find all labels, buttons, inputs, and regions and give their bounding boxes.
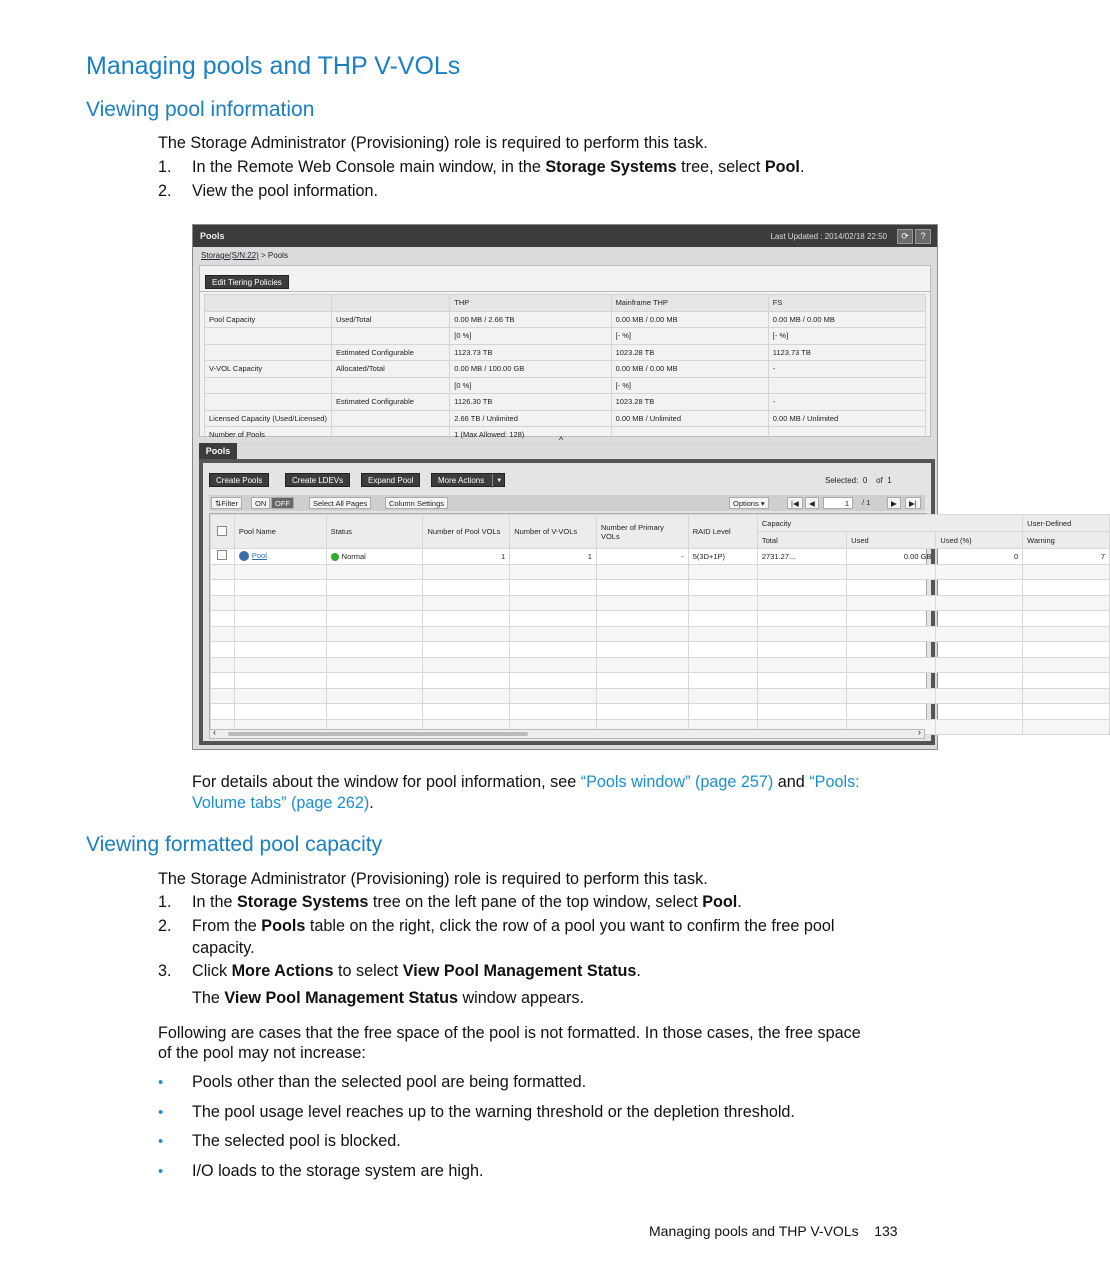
- table-row: [211, 642, 1110, 658]
- table-cell: [510, 657, 597, 673]
- table-cell: 5(3D+1P): [688, 549, 757, 565]
- section-heading-viewing-formatted-pool-capacity: Viewing formatted pool capacity: [86, 833, 383, 856]
- summary-panel: [199, 291, 931, 440]
- summary-cell: 1123.73 TB: [450, 344, 611, 361]
- summary-cell: [331, 377, 449, 394]
- step-text: View the pool information.: [192, 182, 378, 200]
- summary-cell: [0 %]: [450, 377, 611, 394]
- table-row: [211, 626, 1110, 642]
- table-cell: [688, 611, 757, 627]
- table-cell: [423, 642, 510, 658]
- step-number: 2.: [158, 917, 172, 935]
- summary-cell: 1023.28 TB: [611, 344, 768, 361]
- table-cell: [510, 564, 597, 580]
- column-header[interactable]: Capacity: [757, 515, 1022, 532]
- table-cell: [847, 626, 936, 642]
- table-cell: 1: [423, 549, 510, 565]
- table-cell: [596, 642, 688, 658]
- create-ldevs-button[interactable]: Create LDEVs: [285, 473, 350, 487]
- table-cell: [234, 704, 326, 720]
- table-cell: [211, 611, 235, 627]
- table-cell: [211, 580, 235, 596]
- filter-off-toggle[interactable]: OFF: [271, 497, 294, 509]
- summary-header-cell: FS: [768, 295, 925, 312]
- table-cell: [510, 704, 597, 720]
- row-checkbox[interactable]: [211, 549, 235, 565]
- table-cell: [234, 564, 326, 580]
- table-cell: 7: [1023, 549, 1110, 565]
- summary-cell: 1123.73 TB: [768, 344, 925, 361]
- pools-volume-tabs-link[interactable]: “Pools:: [809, 773, 860, 791]
- table-cell: [688, 673, 757, 689]
- table-cell: [596, 564, 688, 580]
- summary-cell: [- %]: [768, 328, 925, 345]
- table-cell: [757, 673, 846, 689]
- select-all-pages-button[interactable]: Select All Pages: [309, 497, 371, 509]
- table-row: [211, 704, 1110, 720]
- window-title-bar: [193, 225, 937, 247]
- table-cell: [596, 611, 688, 627]
- summary-cell: Used/Total: [331, 311, 449, 328]
- table-row[interactable]: [211, 549, 1110, 565]
- table-cell: [423, 580, 510, 596]
- table-row: [211, 580, 1110, 596]
- pools-window-link[interactable]: “Pools window” (page 257): [580, 773, 774, 791]
- summary-row: [205, 394, 926, 411]
- scroll-right-icon[interactable]: ›: [918, 727, 921, 737]
- table-cell: [326, 580, 423, 596]
- filter-button[interactable]: ⇅Filter: [211, 497, 242, 509]
- table-cell: [234, 611, 326, 627]
- pools-table: [210, 514, 1110, 735]
- list-item: Pools other than the selected pool are being formatted.: [192, 1073, 587, 1091]
- table-cell: [423, 595, 510, 611]
- table-cell: [211, 642, 235, 658]
- list-item: The selected pool is blocked.: [192, 1132, 401, 1150]
- table-cell: [936, 673, 1023, 689]
- summary-cell: [205, 377, 332, 394]
- bullet-icon: •: [158, 1133, 164, 1150]
- table-row: [211, 688, 1110, 704]
- summary-header-row: [205, 295, 926, 312]
- summary-cell: 0.00 MB / 0.00 MB: [611, 311, 768, 328]
- table-cell: [510, 688, 597, 704]
- table-cell: [596, 657, 688, 673]
- table-cell: [211, 595, 235, 611]
- table-cell: [211, 688, 235, 704]
- page-total: / 1: [862, 498, 871, 507]
- table-cell: [326, 704, 423, 720]
- step-number: 1.: [158, 158, 172, 176]
- summary-cell: 0.00 MB / 0.00 MB: [611, 361, 768, 378]
- last-updated: Last Updated : 2014/02/18 22:50: [770, 232, 887, 241]
- table-cell: [326, 657, 423, 673]
- table-cell: [326, 564, 423, 580]
- column-header[interactable]: Used (%): [936, 532, 1023, 549]
- summary-cell: [205, 394, 332, 411]
- table-cell: [1023, 673, 1110, 689]
- scrollbar-thumb[interactable]: [228, 732, 528, 736]
- pools-grid: [209, 513, 1105, 731]
- summary-cell: 2.66 TB / Unlimited: [450, 410, 611, 427]
- summary-cell: 0.00 MB / Unlimited: [611, 410, 768, 427]
- summary-cell: Licensed Capacity (Used/Licensed): [205, 410, 332, 427]
- table-cell: [211, 704, 235, 720]
- table-cell: [423, 626, 510, 642]
- table-cell: [757, 580, 846, 596]
- summary-cell: [611, 427, 768, 444]
- summary-cell: Estimated Configurable: [331, 344, 449, 361]
- table-cell: [211, 657, 235, 673]
- table-cell: [936, 595, 1023, 611]
- column-header[interactable]: Number of Pool VOLs: [423, 515, 510, 549]
- last-page-button[interactable]: ▶|: [905, 497, 921, 509]
- list-item: I/O loads to the storage system are high.: [192, 1162, 484, 1180]
- summary-cell: [331, 427, 449, 444]
- table-cell: [211, 626, 235, 642]
- first-page-button[interactable]: |◀: [787, 497, 803, 509]
- table-cell: [847, 564, 936, 580]
- edit-tiering-policies-button[interactable]: Edit Tiering Policies: [205, 275, 289, 289]
- table-cell: [1023, 611, 1110, 627]
- select-all-checkbox[interactable]: [211, 515, 235, 549]
- summary-cell: -: [768, 394, 925, 411]
- table-cell: [1023, 564, 1110, 580]
- refresh-icon[interactable]: ⟳: [897, 229, 913, 244]
- table-cell: [423, 564, 510, 580]
- table-cell: [1023, 657, 1110, 673]
- chevron-down-icon: ▼: [492, 474, 502, 488]
- column-header[interactable]: User-Defined: [1023, 515, 1110, 532]
- table-cell: [688, 688, 757, 704]
- table-cell: [326, 642, 423, 658]
- table-cell: [757, 595, 846, 611]
- step-text: In the Storage Systems tree on the left pane of the top window, select Pool.: [192, 893, 742, 911]
- table-cell: [423, 704, 510, 720]
- summary-cell: -: [768, 361, 925, 378]
- summary-header-cell: [331, 295, 449, 312]
- summary-cell: Pool Capacity: [205, 311, 332, 328]
- paragraph-text: Following are cases that the free space of the pool is not formatted. In those cases, the free space: [158, 1024, 861, 1042]
- summary-cell: V-VOL Capacity: [205, 361, 332, 378]
- tab-pools[interactable]: Pools: [199, 443, 237, 459]
- table-cell: [688, 657, 757, 673]
- collapse-icon[interactable]: ^: [559, 435, 564, 445]
- table-cell: [234, 580, 326, 596]
- column-header[interactable]: Warning: [1023, 532, 1110, 549]
- step-text-continued: capacity.: [192, 939, 255, 957]
- breadcrumb: Storage(S/N:22) > Pools: [201, 251, 288, 260]
- table-cell: [423, 657, 510, 673]
- table-cell: [688, 580, 757, 596]
- intro-text: The Storage Administrator (Provisioning) role is required to perform this task.: [158, 134, 708, 152]
- table-cell: [510, 673, 597, 689]
- table-cell: [423, 611, 510, 627]
- intro-text: The Storage Administrator (Provisioning) role is required to perform this task.: [158, 870, 708, 888]
- table-cell: [234, 657, 326, 673]
- table-cell: [936, 657, 1023, 673]
- table-cell: [510, 626, 597, 642]
- table-cell: [757, 611, 846, 627]
- table-cell: [234, 642, 326, 658]
- table-cell: [234, 626, 326, 642]
- table-cell: [688, 595, 757, 611]
- details-text-continued: Volume tabs” (page 262).: [192, 794, 374, 812]
- summary-cell: 0.00 MB / 0.00 MB: [768, 311, 925, 328]
- table-cell: [936, 626, 1023, 642]
- table-cell: [936, 704, 1023, 720]
- table-cell: [688, 704, 757, 720]
- list-item: The pool usage level reaches up to the warning threshold or the depletion threshold.: [192, 1103, 795, 1121]
- summary-header-cell: Mainframe THP: [611, 295, 768, 312]
- table-cell: [757, 657, 846, 673]
- table-cell: [326, 688, 423, 704]
- table-cell: [936, 580, 1023, 596]
- filter-toolbar: [209, 495, 925, 511]
- bullet-icon: •: [158, 1163, 164, 1180]
- summary-row: [205, 427, 926, 444]
- table-cell: [510, 595, 597, 611]
- summary-cell: [0 %]: [450, 328, 611, 345]
- table-cell: [423, 673, 510, 689]
- summary-header-cell: THP: [450, 295, 611, 312]
- table-cell: 2731.27...: [757, 549, 846, 565]
- summary-header-cell: [205, 295, 332, 312]
- summary-row: [205, 410, 926, 427]
- table-cell: [847, 688, 936, 704]
- column-header[interactable]: Number of V-VOLs: [510, 515, 597, 549]
- create-pools-button[interactable]: Create Pools: [209, 473, 269, 487]
- window-title: Pools: [200, 231, 225, 241]
- summary-cell: Estimated Configurable: [331, 394, 449, 411]
- table-cell: [1023, 580, 1110, 596]
- table-row: [211, 611, 1110, 627]
- table-cell: [510, 611, 597, 627]
- pools-window-screenshot: [192, 224, 1105, 750]
- previous-page-button[interactable]: ◀: [805, 497, 819, 509]
- table-cell: [936, 642, 1023, 658]
- summary-row: [205, 328, 926, 345]
- table-cell: [847, 673, 936, 689]
- table-cell: [326, 626, 423, 642]
- table-cell: [936, 688, 1023, 704]
- bullet-icon: •: [158, 1074, 164, 1091]
- table-cell: [757, 704, 846, 720]
- table-row: [211, 657, 1110, 673]
- details-text: For details about the window for pool information, see “Pools window” (page 257) and “Pools:: [192, 773, 860, 791]
- table-cell: [936, 564, 1023, 580]
- table-row: [211, 564, 1110, 580]
- summary-row: [205, 361, 926, 378]
- summary-cell: [- %]: [611, 328, 768, 345]
- step-text: Click More Actions to select View Pool Management Status.: [192, 962, 641, 980]
- pool-icon: [239, 551, 249, 561]
- table-cell: [847, 580, 936, 596]
- pools-volume-tabs-link[interactable]: Volume tabs” (page 262): [192, 794, 370, 812]
- table-cell: [211, 564, 235, 580]
- step-number: 1.: [158, 893, 172, 911]
- table-cell: [326, 673, 423, 689]
- summary-cell: [205, 328, 332, 345]
- table-cell: -: [596, 549, 688, 565]
- table-cell: [847, 642, 936, 658]
- table-cell: [936, 611, 1023, 627]
- table-cell: [688, 626, 757, 642]
- horizontal-scrollbar[interactable]: [209, 729, 925, 739]
- table-cell: [596, 673, 688, 689]
- table-cell: [234, 673, 326, 689]
- page-footer: Managing pools and THP V-VOLs 133: [649, 1223, 898, 1239]
- more-actions-button[interactable]: More Actions ▼: [431, 473, 505, 487]
- summary-cell: [331, 328, 449, 345]
- next-page-button[interactable]: ▶: [887, 497, 901, 509]
- summary-table: [204, 294, 926, 444]
- table-cell: [936, 719, 1023, 735]
- page-number-input[interactable]: 1: [823, 497, 853, 509]
- help-icon[interactable]: ?: [915, 229, 931, 244]
- summary-cell: 0.00 MB / 2.66 TB: [450, 311, 611, 328]
- filter-on-toggle[interactable]: ON: [251, 497, 270, 509]
- step-number: 2.: [158, 182, 172, 200]
- table-cell: [596, 580, 688, 596]
- table-cell: [1023, 642, 1110, 658]
- table-cell: [596, 704, 688, 720]
- table-cell: [211, 673, 235, 689]
- table-cell: [1023, 704, 1110, 720]
- summary-cell: [768, 427, 925, 444]
- summary-cell: 0.00 MB / Unlimited: [768, 410, 925, 427]
- column-header[interactable]: RAID Level: [688, 515, 757, 549]
- summary-row: [205, 311, 926, 328]
- step-text: In the Remote Web Console main window, in the Storage Systems tree, select Pool.: [192, 158, 805, 176]
- summary-cell: [768, 377, 925, 394]
- table-cell: [234, 688, 326, 704]
- pool-name-link[interactable]: Pool: [234, 549, 326, 565]
- column-settings-button[interactable]: Column Settings: [385, 497, 448, 509]
- table-cell: [688, 564, 757, 580]
- table-cell: [510, 642, 597, 658]
- table-cell: [757, 564, 846, 580]
- summary-cell: 0.00 MB / 100.00 GB: [450, 361, 611, 378]
- paragraph-text-continued: of the pool may not increase:: [158, 1044, 366, 1062]
- table-cell: [688, 642, 757, 658]
- summary-cell: [- %]: [611, 377, 768, 394]
- table-row: [211, 595, 1110, 611]
- summary-cell: 1023.28 TB: [611, 394, 768, 411]
- table-cell: [847, 595, 936, 611]
- options-dropdown[interactable]: Options ▾: [729, 497, 769, 509]
- page-number: 133: [874, 1223, 898, 1239]
- table-cell: [757, 642, 846, 658]
- table-cell: [757, 688, 846, 704]
- bullet-icon: •: [158, 1104, 164, 1121]
- table-cell: [596, 595, 688, 611]
- table-cell: [1023, 688, 1110, 704]
- table-cell: [510, 580, 597, 596]
- column-header[interactable]: Used: [847, 532, 936, 549]
- summary-cell: 1 (Max Allowed: 128): [450, 427, 611, 444]
- summary-row: [205, 377, 926, 394]
- step-number: 3.: [158, 962, 172, 980]
- summary-row: [205, 344, 926, 361]
- table-cell: [326, 595, 423, 611]
- table-cell: [596, 626, 688, 642]
- table-cell: 0: [936, 549, 1023, 565]
- table-cell: [847, 657, 936, 673]
- summary-cell: [205, 344, 332, 361]
- summary-cell: Allocated/Total: [331, 361, 449, 378]
- table-cell: [234, 595, 326, 611]
- expand-pool-button[interactable]: Expand Pool: [361, 473, 420, 487]
- pools-panel: [199, 459, 1105, 745]
- column-header[interactable]: Pool Name: [234, 515, 326, 549]
- summary-cell: 1126.30 TB: [450, 394, 611, 411]
- status-cell: Normal: [326, 549, 423, 565]
- table-cell: [423, 688, 510, 704]
- table-cell: [1023, 626, 1110, 642]
- page-title: Managing pools and THP V-VOLs: [86, 52, 461, 80]
- table-cell: [847, 611, 936, 627]
- table-cell: [596, 688, 688, 704]
- table-cell: 0.00 GB: [847, 549, 936, 565]
- table-cell: [1023, 595, 1110, 611]
- section-heading-viewing-pool-information: Viewing pool information: [86, 98, 315, 121]
- scroll-left-icon[interactable]: ‹: [213, 727, 216, 737]
- table-row: [211, 673, 1110, 689]
- table-cell: [757, 626, 846, 642]
- step-result-text: The View Pool Management Status window appears.: [192, 989, 584, 1007]
- status-normal-icon: [331, 553, 339, 561]
- table-cell: [847, 704, 936, 720]
- breadcrumb-link[interactable]: Storage(S/N:22): [201, 251, 259, 260]
- summary-cell: [331, 410, 449, 427]
- column-header[interactable]: Total: [757, 532, 846, 549]
- table-cell: [1023, 719, 1110, 735]
- selected-count: Selected: 0 of 1: [825, 476, 892, 485]
- table-cell: [326, 611, 423, 627]
- column-header[interactable]: Status: [326, 515, 423, 549]
- table-cell: 1: [510, 549, 597, 565]
- column-header[interactable]: Number of Primary VOLs: [596, 515, 688, 549]
- summary-cell: Number of Pools: [205, 427, 332, 444]
- step-text: From the Pools table on the right, click the row of a pool you want to confirm the free pool: [192, 917, 835, 935]
